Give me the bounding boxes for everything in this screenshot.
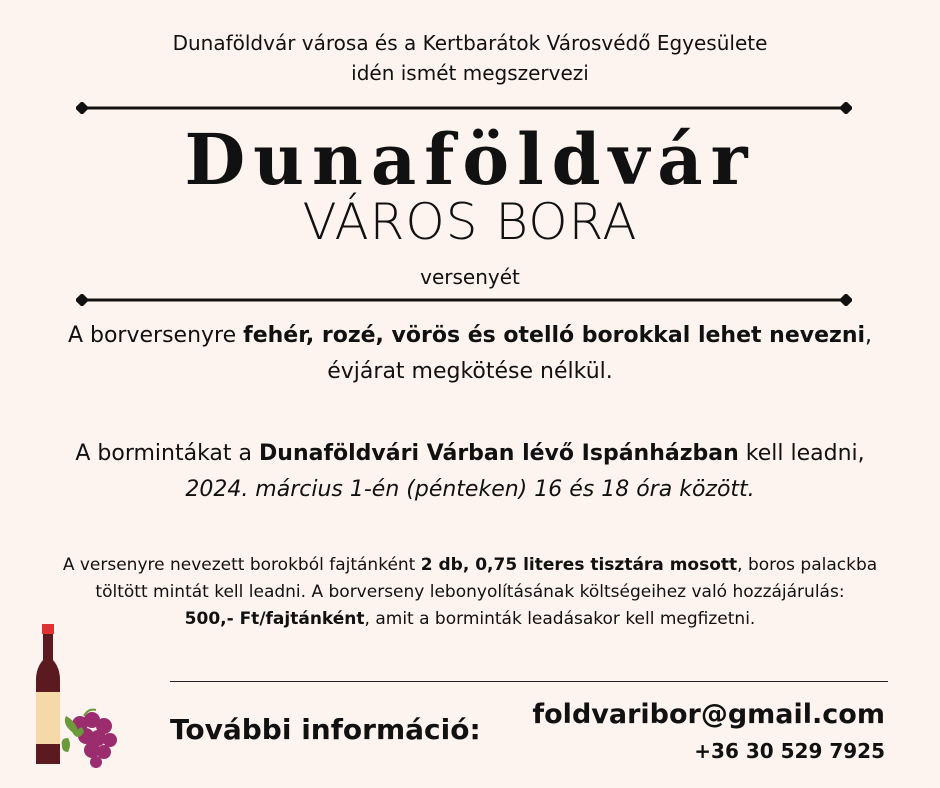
paragraph-wine-types: [0, 318, 940, 390]
paragraph-dropoff-line-1: [10, 436, 930, 472]
page-subtitle: VÁROS BORA: [302, 193, 638, 251]
paragraph-samples: [0, 552, 940, 633]
subtitle-after: versenyét: [420, 265, 520, 289]
intro-line-2: idén ismét megszervezi: [351, 61, 589, 85]
p3-suffix: , amit a borminták leadásakor kell megfizetni.: [364, 609, 756, 629]
bottom-title-divider: [76, 294, 852, 306]
intro-line-1: Dunaföldvár városa és a Kertbarátok Városvédő Egyesülete: [172, 31, 768, 55]
p2-bold: Dunaföldvári Várban lévő Ispánházban: [259, 441, 739, 466]
intro-text: [0, 28, 940, 88]
p2-prefix: A bormintákat a: [75, 441, 260, 466]
contact-email[interactable]: foldvaribor@gmail.com: [532, 699, 885, 730]
p1-prefix: A borversenyre: [67, 323, 244, 348]
p3-mid: , boros palackba: [737, 555, 878, 575]
p3-bold-2: 500,- Ft/fajtánként: [184, 609, 365, 629]
p1-bold: fehér, rozé, vörös és otelló borokkal lehet nevezni: [243, 323, 866, 348]
wine-bottle-with-grapes-icon: [22, 620, 122, 770]
footer-divider: [170, 681, 888, 682]
more-info-label: További információ:: [170, 713, 481, 746]
top-divider: [76, 102, 852, 114]
contact-phone[interactable]: +36 30 529 7925: [694, 739, 885, 763]
paragraph-dropoff: [0, 436, 940, 508]
paragraph-dropoff-date: 2024. március 1-én (pénteken) 16 és 18 óra között.: [185, 477, 755, 502]
page-title: Dunaföldvár: [184, 118, 756, 201]
paragraph-wine-types-line-1: [10, 318, 930, 354]
paragraph-samples-line-3: [10, 606, 930, 633]
p1-suffix: ,: [865, 323, 873, 348]
paragraph-samples-line-1: [10, 552, 930, 579]
p3-prefix: A versenyre nevezett borokból fajtánként: [62, 555, 421, 575]
p2-suffix: kell leadni,: [738, 441, 865, 466]
p3-bold-1: 2 db, 0,75 literes tisztára mosott: [420, 555, 738, 575]
paragraph-wine-types-line-2: évjárat megkötése nélkül.: [327, 359, 613, 384]
paragraph-samples-line-2: töltött mintát kell leadni. A borverseny lebonyolításának költségeihez való hozzájárulás:: [95, 582, 845, 602]
